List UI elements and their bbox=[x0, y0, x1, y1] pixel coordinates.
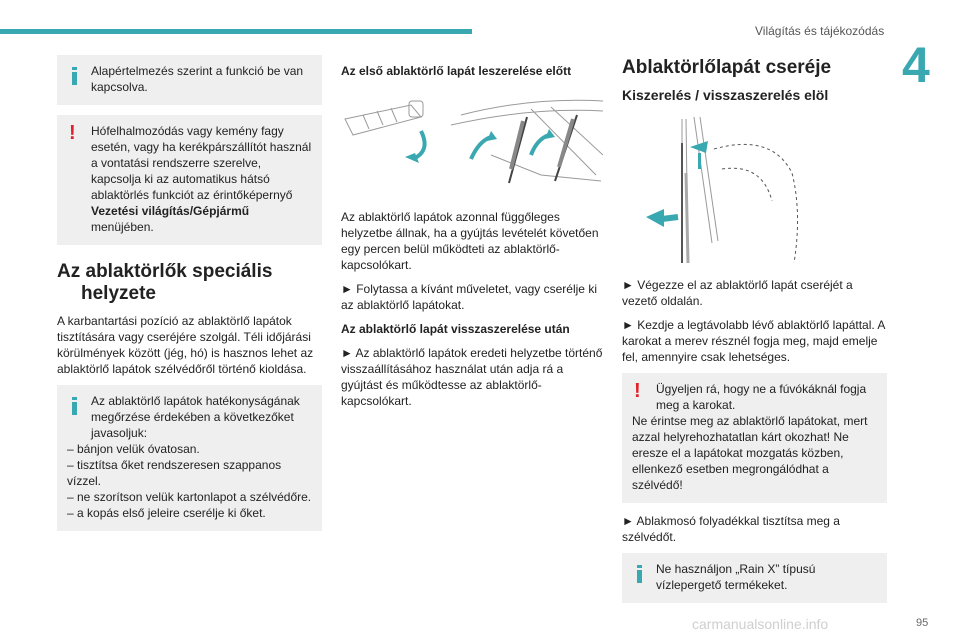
warning-box-rear-wiper bbox=[57, 115, 322, 245]
paragraph-continue: ► Folytassa a kívánt műveletet, vagy cserélje ki az ablaktörlő lapátokat. bbox=[341, 282, 597, 312]
heading-blade-replacement: Ablaktörlőlapát cseréje bbox=[622, 57, 832, 78]
list-item: – a kopás első jeleire cserélje ki őket. bbox=[67, 506, 266, 520]
paragraph-vertical-position: Az ablaktörlő lapátok azonnal függőleges helyzetbe állnak, ha a gyújtás levételét követően egy percen belül működteti az ablaktörlő-kapcsolókart. bbox=[341, 210, 599, 272]
warning-text-first: Ügyeljen rá, hogy ne a fúvókáknál fogja meg a karokat. bbox=[656, 382, 867, 412]
subheading-front: Kiszerelés / visszaszerelés elöl bbox=[622, 87, 829, 103]
menu-path: Vezetési világítás/Gépjármű bbox=[91, 204, 250, 218]
paragraph-restore: ► Az ablaktörlő lapátok eredeti helyzetbe történő visszaállításához használat után adja rá a gyújtást és működtesse az ablaktörlő-kapcsolókart. bbox=[341, 346, 603, 408]
list-item: – ne szorítson velük kartonlapot a szélvédőre. bbox=[67, 490, 312, 504]
column-2 bbox=[341, 55, 603, 417]
paragraph-farthest-blade: ► Kezdje a legtávolabb lévő ablaktörlő lapáttal. A karokat a merev résznél fogja meg, majd emelje fel, amennyire csak lehetséges. bbox=[622, 318, 885, 364]
heading-after-refit: Az ablaktörlő lapát visszaszerelése után bbox=[341, 322, 570, 336]
info-icon bbox=[72, 67, 77, 85]
page-number: 95 bbox=[916, 617, 929, 629]
warning-text-rest: Ne érintse meg az ablaktörlő lapátokat, mert azzal helyrehozhatatlan kárt okozhat! Ne eresze el a lapátokat mozgatás közben, ellenkező esetben megrongálódhat a szélvédő! bbox=[632, 414, 868, 492]
care-list bbox=[67, 441, 314, 521]
info-icon bbox=[72, 397, 77, 415]
paragraph-clean-windscreen: ► Ablakmosó folyadékkal tisztítsa meg a szélvédőt. bbox=[622, 514, 840, 544]
heading-before-removal: Az első ablaktörlő lapát leszerelése előtt bbox=[341, 64, 572, 78]
warning-icon: ! bbox=[634, 380, 641, 402]
watermark: carmanualsonline.info bbox=[692, 616, 829, 632]
column-3 bbox=[622, 55, 887, 613]
info-text: Alapértelmezés szerint a funkció be van kapcsolva. bbox=[91, 64, 304, 94]
info-box-default bbox=[57, 55, 322, 105]
paragraph-maintenance: A karbantartási pozíció az ablaktörlő lapátok tisztítására vagy cseréjére szolgál. Téli időjárási körülmények között (jég, hó) is hasznos lehet az ablaktörlő lapátok szélvédőről történő kioldása. bbox=[57, 314, 314, 376]
info-box-rain-x bbox=[622, 553, 887, 603]
wiper-stalk-illustration bbox=[341, 95, 603, 195]
heading-special-position: Az ablaktörlők speciális helyzete bbox=[57, 261, 273, 304]
header-accent-bar bbox=[0, 29, 472, 34]
chapter-number: 4 bbox=[902, 37, 930, 93]
info-text: Ne használjon „Rain X” típusú vízlepergető termékeket. bbox=[656, 562, 816, 592]
info-box-care bbox=[57, 385, 322, 531]
list-item: – bánjon velük óvatosan. bbox=[67, 442, 200, 456]
section-title: Világítás és tájékozódás bbox=[755, 24, 885, 38]
list-item: – tisztítsa őket rendszeresen szappanos vízzel. bbox=[67, 458, 282, 488]
blade-removal-illustration bbox=[622, 113, 887, 263]
paragraph-driver-side: ► Végezze el az ablaktörlő lapát cseréjét a vezető oldalán. bbox=[622, 278, 853, 308]
warning-box-handling bbox=[622, 373, 887, 503]
warning-icon: ! bbox=[69, 122, 76, 144]
info-text: Az ablaktörlő lapátok hatékonyságának megőrzése érdekében a következőket javasoljuk: bbox=[91, 394, 300, 440]
info-icon bbox=[637, 565, 642, 583]
column-1 bbox=[57, 55, 322, 541]
warning-text: Hófelhalmozódás vagy kemény fagy esetén, vagy ha kerékpárszállítót használ a vontatási rendszerre szerelve, kapcsolja ki az automatikus hátsó ablaktörlés funkciót az érintőképernyő Vezetési világítás/Gépjármű menüjében. bbox=[91, 124, 312, 234]
